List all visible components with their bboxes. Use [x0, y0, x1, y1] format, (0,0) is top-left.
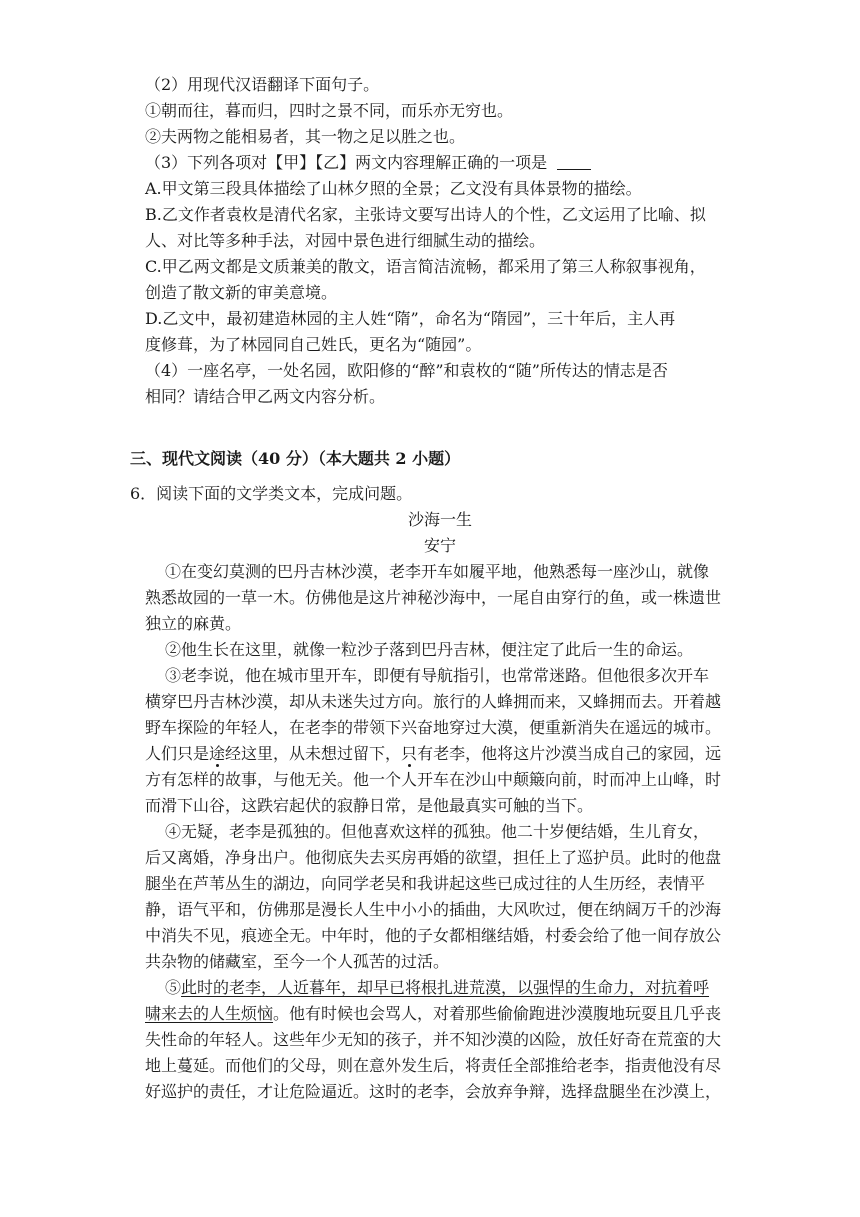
paragraph-3-line-2: 横穿巴丹吉林沙漠，却从未迷失过方向。旅行的人蜂拥而来，又蜂拥而去。开着越	[145, 692, 722, 711]
paragraph-4-line-5: 中消失不见，痕迹全无。中年时，他的子女都相继结婚，村委会给了他一间存放公	[145, 926, 722, 945]
passage-title: 沙海一生	[407, 510, 472, 529]
passage-author: 安宁	[423, 536, 456, 555]
q5-sub4-line-1: （4）一座名亭，一处名园，欧阳修的“醉”和袁枚的“随”所传达的情志是否	[145, 361, 668, 380]
section-heading: 三、现代文阅读（40 分）（本大题共 2 小题）	[130, 449, 461, 468]
q5-option-a: A.甲文第三段具体描绘了山林夕照的全景；乙文没有具体景物的描绘。	[145, 179, 642, 198]
q5-option-d-line-2: 度修葺，为了林园同自己姓氏，更名为“随园”。	[145, 335, 482, 354]
paragraph-4-line-4: 静，语气平和，仿佛那是漫长人生中小小的插曲，大风吹过，便在纳阔万千的沙海	[145, 900, 722, 919]
q5-sub3-row	[145, 150, 735, 176]
section-3-heading-block	[130, 446, 720, 472]
q5-option-b-line-2: 人、对比等多种手法，对园中景色进行细腻生动的描绘。	[145, 231, 546, 250]
paragraph-4-line-2: 后又离婚，净身出户。他彻底失去买房再婚的欲望，担任上了巡护员。此时的他盘	[145, 848, 722, 867]
q5-sub3-title: （3）下列各项对【甲】【乙】两文内容理解正确的一项是	[145, 153, 548, 172]
paragraph-3-line-3: 野车探险的年轻人，在老李的带领下兴奋地穿过大漠，便重新消失在遥远的城市。	[145, 718, 722, 737]
q6-prompt: 6．阅读下面的文学类文本，完成问题。	[130, 484, 413, 503]
q5-sub2-sentence-2: ②夫两物之能相易者，其一物之足以胜之也。	[145, 127, 466, 146]
q6-passage	[145, 507, 735, 1105]
text-run: 有老李，他将这片沙漠当成自己的家园，远	[417, 744, 722, 763]
paragraph-4-line-1: ④无疑，老李是孤独的。但他喜欢这样的孤独。他二十岁便结婚，生儿育女，	[165, 822, 710, 841]
underlined-sentence: 此时的老李，人近暮年，却早已将根扎进荒漠，以强悍的生命力，对抗着呼	[181, 978, 710, 997]
paragraph-number: ⑤	[165, 978, 182, 997]
paragraph-4-line-3: 腿坐在芦苇丛生的湖边，向同学老吴和我讲起这些已成过往的人生历经，表情平	[145, 874, 706, 893]
text-run: 经这里，从未想过留下，	[225, 744, 402, 763]
paragraph-4-line-6: 共杂物的储藏室，至今一个人孤苦的过活。	[145, 952, 450, 971]
q5-sub2-title: （2）用现代汉语翻译下面句子。	[145, 75, 380, 94]
text-run: 人们只是	[145, 744, 210, 763]
q5-option-b-line-1: B.乙文作者袁枚是清代名家，主张诗文要写出诗人的个性，乙文运用了比喻、拟	[145, 205, 706, 224]
q5-sub4-line-2: 相同？请结合甲乙两文内容分析。	[145, 387, 386, 406]
paragraph-1-line-1: ①在变幻莫测的巴丹吉林沙漠，老李开车如履平地，他熟悉每一座沙山，就像	[165, 562, 710, 581]
paragraph-5-line-5: 好巡护的责任，才让危险逼近。这时的老李，会放弃争辩，选择盘腿坐在沙漠上，	[145, 1082, 722, 1101]
emphasis-dot-char: 只	[401, 744, 418, 763]
paragraph-3-line-5: 方有怎样的故事，与他无关。他一个人开车在沙山中颠簸向前，时而冲上山峰，时	[145, 770, 722, 789]
q5-option-c-line-1: C.甲乙两文都是文质兼美的散文，语言简洁流畅，都采用了第三人称叙事视角，	[145, 257, 706, 276]
paragraph-5-line-3: 失性命的年轻人。这些年少无知的孩子，并不知沙漠的凶险，放任好奇在荒蛮的大	[145, 1030, 722, 1049]
q5-option-d-line-1: D.乙文中，最初建造林园的主人姓“隋”，命名为“隋园”，三十年后，主人再	[145, 309, 676, 328]
q5-option-c-line-2: 创造了散文新的审美意境。	[145, 283, 338, 302]
emphasis-dot-char: 途	[209, 744, 226, 763]
q5-sub2-sentence-1: ①朝而往，暮而归，四时之景不同，而乐亦无穷也。	[145, 101, 514, 120]
question-6	[130, 481, 735, 507]
paragraph-2-line-1: ②他生长在这里，就像一粒沙子落到巴丹吉林，便注定了此后一生的命运。	[165, 640, 694, 659]
paragraph-5-line-1	[145, 975, 735, 1001]
paragraph-3-line-1: ③老李说，他在城市里开车，即便有导航指引，也常常迷路。但他很多次开车	[165, 666, 710, 685]
paragraph-1-line-2: 熟悉故园的一草一木。仿佛他是这片神秘沙海中，一尾自由穿行的鱼，或一株遗世	[145, 588, 722, 607]
paragraph-5-line-2	[145, 1001, 735, 1027]
paragraph-5-line-4: 地上蔓延。而他们的父母，则在意外发生后，将责任全部推给老李，指责他没有尽	[145, 1056, 722, 1075]
underlined-sentence: 啸来去的人生烦恼	[145, 1004, 274, 1023]
text-run: 。他有时候也会骂人，对着那些偷偷跑进沙漠腹地玩耍且几乎丧	[273, 1004, 722, 1023]
paragraph-1-line-3: 独立的麻黄。	[145, 614, 242, 633]
paragraph-3-line-6: 而滑下山谷，这跌宕起伏的寂静日常，是他最真实可触的当下。	[145, 796, 594, 815]
answer-blank	[557, 153, 591, 170]
paragraph-3-line-4	[145, 741, 735, 767]
question-5-continued	[145, 72, 735, 410]
